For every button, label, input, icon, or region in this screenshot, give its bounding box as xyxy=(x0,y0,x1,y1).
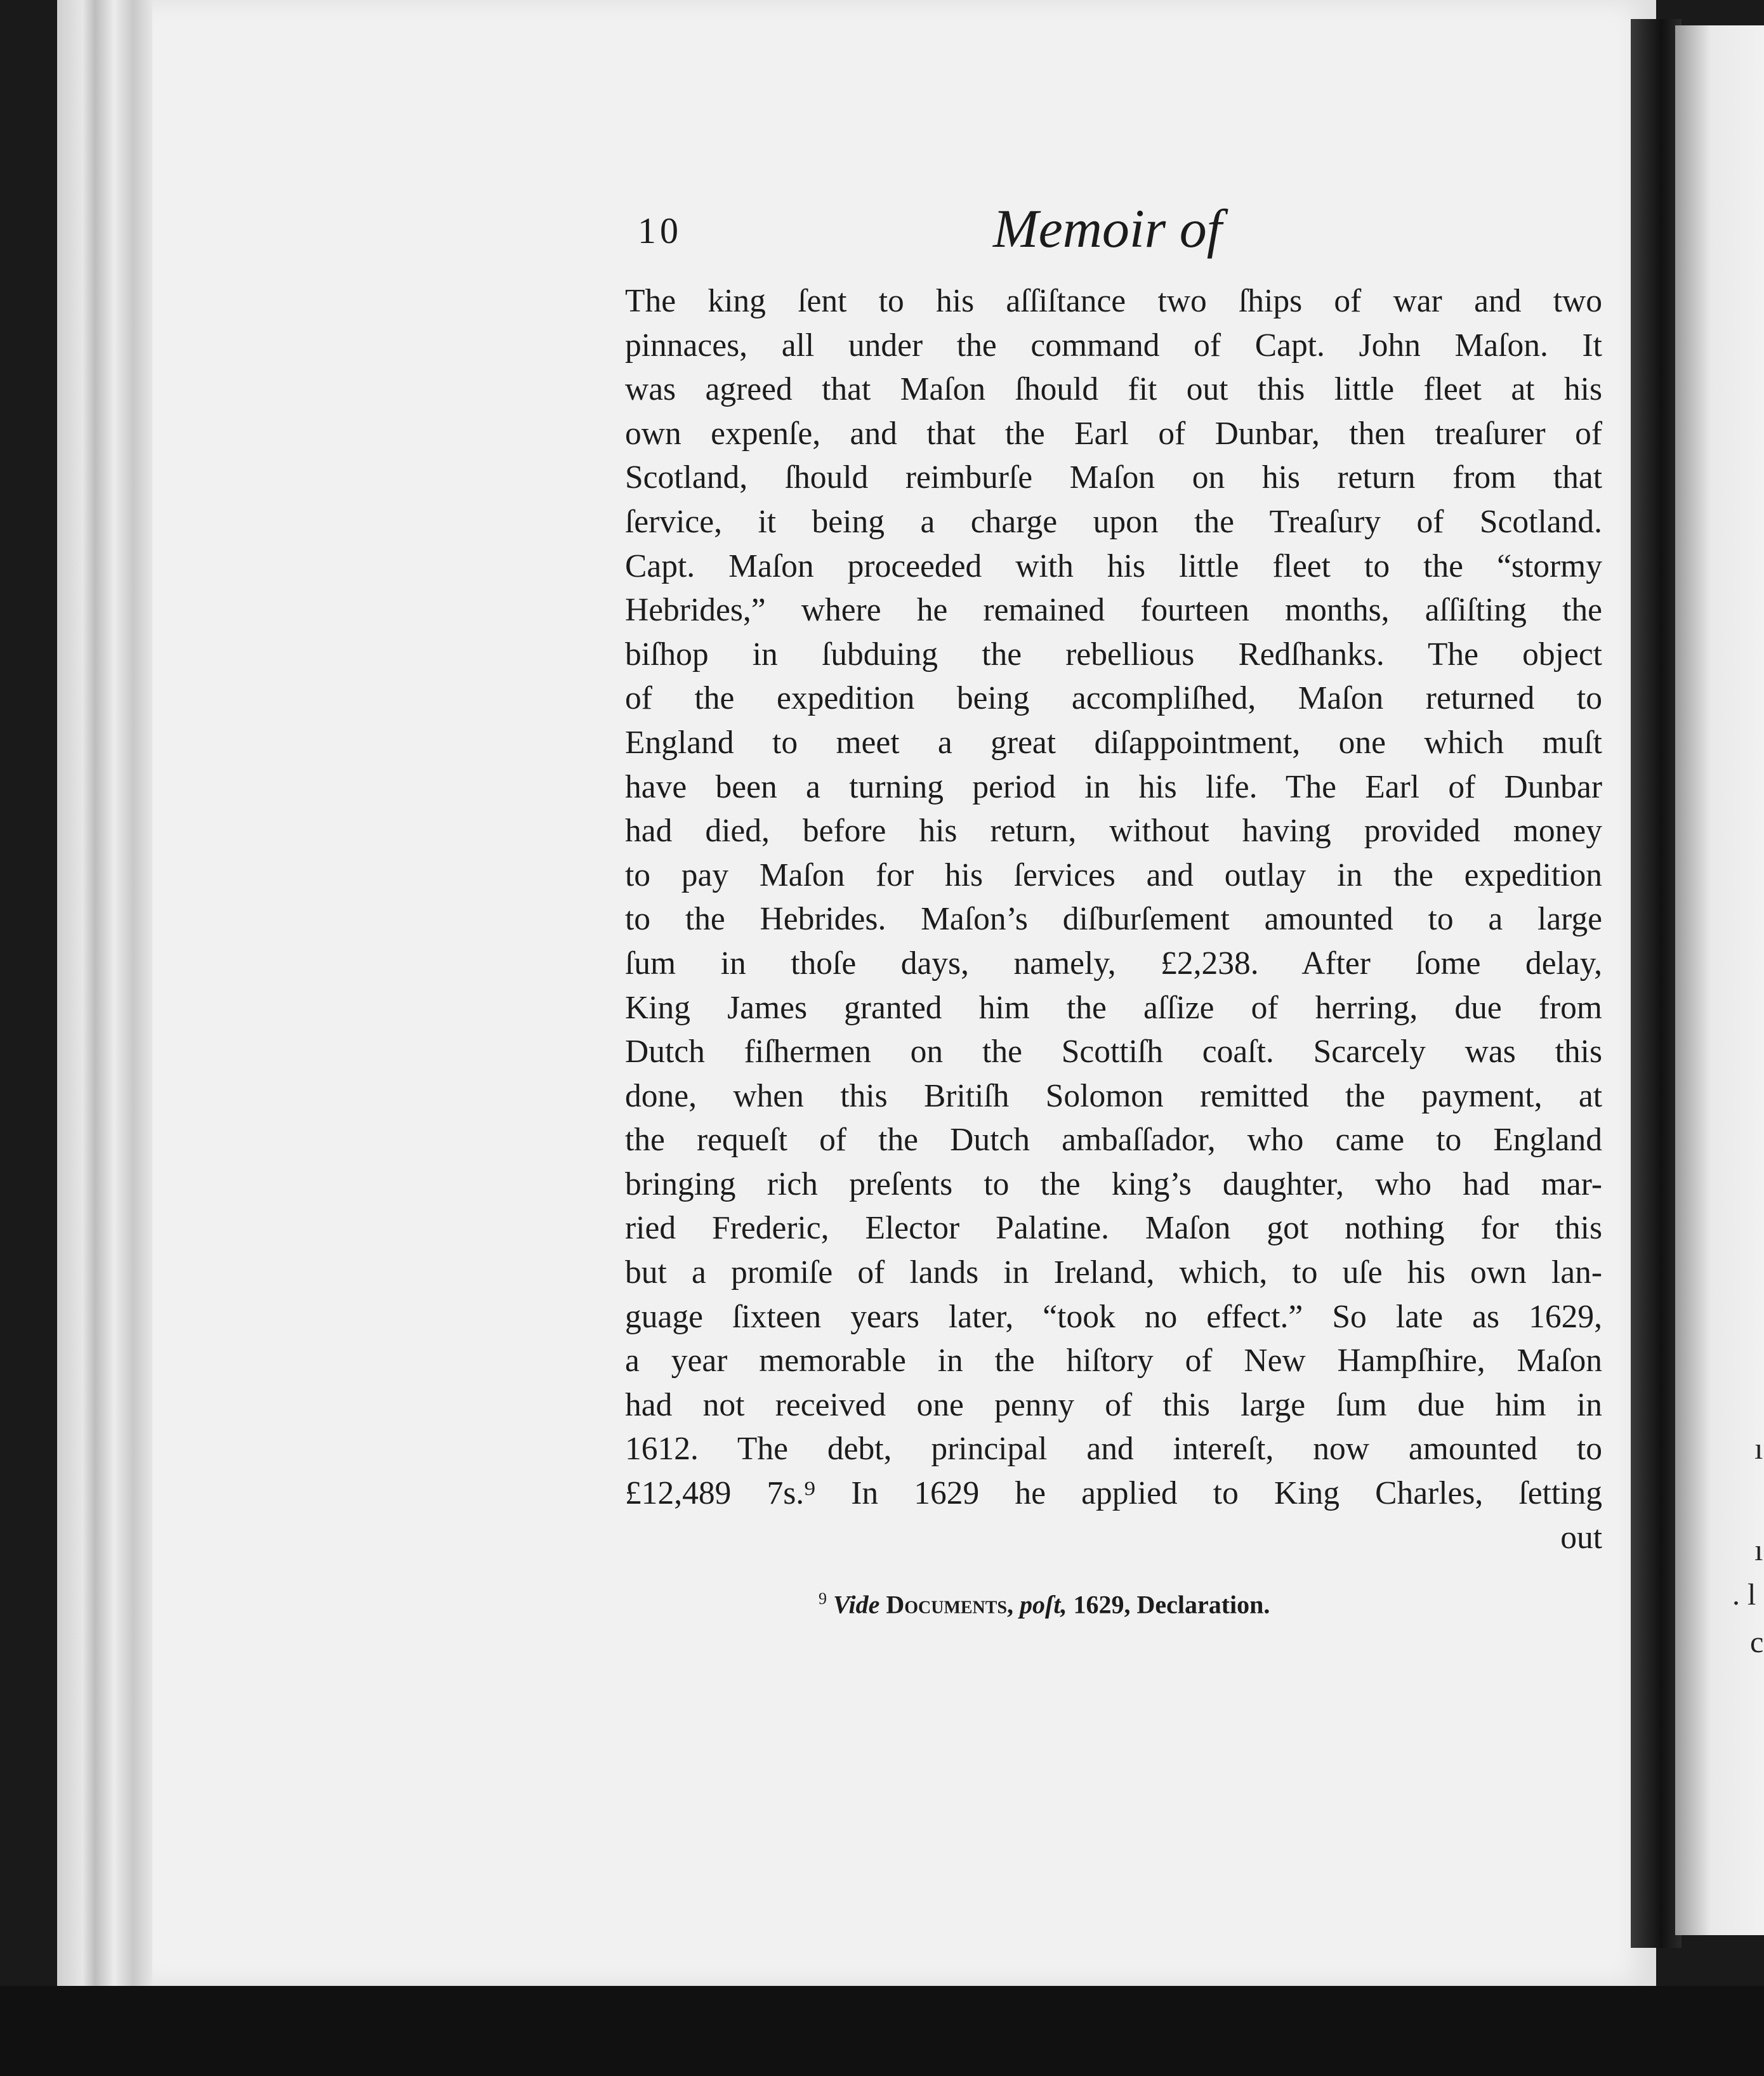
text-line: the requeſt of the Dutch ambaſſador, who came to England xyxy=(625,1122,1602,1159)
footnote-documents: Documents, xyxy=(886,1590,1014,1619)
text-line: The king ſent to his aſſiſtance two ſhips of war and two xyxy=(625,283,1602,319)
text-line: guage ſixteen years later, “took no effect.” So late as 1629, xyxy=(625,1298,1602,1335)
text-line: of the expedition being accompliſhed, Maſon returned to xyxy=(625,680,1602,717)
text-line: biſhop in ſubduing the rebellious Redſhanks. The object xyxy=(625,636,1602,673)
text-line: had not received one penny of this large ſum due him in xyxy=(625,1386,1602,1423)
scan-background xyxy=(0,1986,1764,2076)
text-line: Hebrides,” where he remained fourteen months, aſſiſting the xyxy=(625,592,1602,629)
book-gutter xyxy=(1631,19,1682,1948)
text-line: to pay Maſon for his ſervices and outlay in the expedition xyxy=(625,857,1602,893)
text-line: ſum in thoſe days, namely, £2,238. After ſome delay, xyxy=(625,945,1602,982)
facing-page-fragment: c xyxy=(1750,1626,1764,1659)
catchword: out xyxy=(1560,1519,1602,1556)
text-line: ried Frederic, Elector Palatine. Maſon got nothing for this xyxy=(625,1210,1602,1247)
footnote-reference: 1629, Declaration. xyxy=(1073,1590,1270,1619)
body-text xyxy=(625,279,1602,1560)
facing-page xyxy=(1675,25,1764,1935)
text-line: ſervice, it being a charge upon the Treaſury of Scotland. xyxy=(625,503,1602,540)
facing-page-fragment: ı xyxy=(1754,1432,1763,1466)
text-line: had died, before his return, without having provided money xyxy=(625,813,1602,850)
text-line: own expenſe, and that the Earl of Dunbar, then treaſurer of xyxy=(625,415,1602,452)
footnote xyxy=(819,1589,1270,1619)
page-number: 10 xyxy=(638,210,682,251)
text-line: Capt. Maſon proceeded with his little fleet to the “stormy xyxy=(625,548,1602,584)
text-line: England to meet a great diſappointment, one which muſt xyxy=(625,724,1602,761)
footnote-post: poſt, xyxy=(1020,1590,1067,1619)
text-line: King James granted him the aſſize of herring, due from xyxy=(625,989,1602,1026)
facing-page-fragment: . l xyxy=(1732,1578,1756,1612)
text-line: £12,489 7s.⁹ In 1629 he applied to King Charles, ſetting xyxy=(625,1475,1602,1512)
text-line: Scotland, ſhould reimburſe Maſon on his return from that xyxy=(625,459,1602,496)
text-line: 1612. The debt, principal and intereſt, now amounted to xyxy=(625,1431,1602,1468)
text-line: to the Hebrides. Maſon’s diſburſement amounted to a large xyxy=(625,901,1602,938)
text-line: was agreed that Maſon ſhould fit out this little fleet at his xyxy=(625,371,1602,408)
text-line: a year memorable in the hiſtory of New Hampſhire, Maſon xyxy=(625,1343,1602,1379)
text-line: Dutch fiſhermen on the Scottiſh coaſt. Scarcely was this xyxy=(625,1034,1602,1070)
text-line: done, when this Britiſh Solomon remitted the payment, at xyxy=(625,1077,1602,1114)
facing-page-fragment: ı xyxy=(1754,1534,1763,1567)
footnote-vide: Vide xyxy=(833,1590,880,1619)
footnote-mark: 9 xyxy=(819,1589,827,1608)
text-line: but a promiſe of lands in Ireland, which, to uſe his own lan- xyxy=(625,1254,1602,1291)
running-title: Memoir of xyxy=(993,198,1222,259)
text-line: pinnaces, all under the command of Capt. John Maſon. It xyxy=(625,327,1602,364)
text-line: bringing rich preſents to the king’s daughter, who had mar- xyxy=(625,1166,1602,1202)
running-head xyxy=(638,197,1609,266)
text-line: have been a turning period in his life. The Earl of Dunbar xyxy=(625,768,1602,805)
